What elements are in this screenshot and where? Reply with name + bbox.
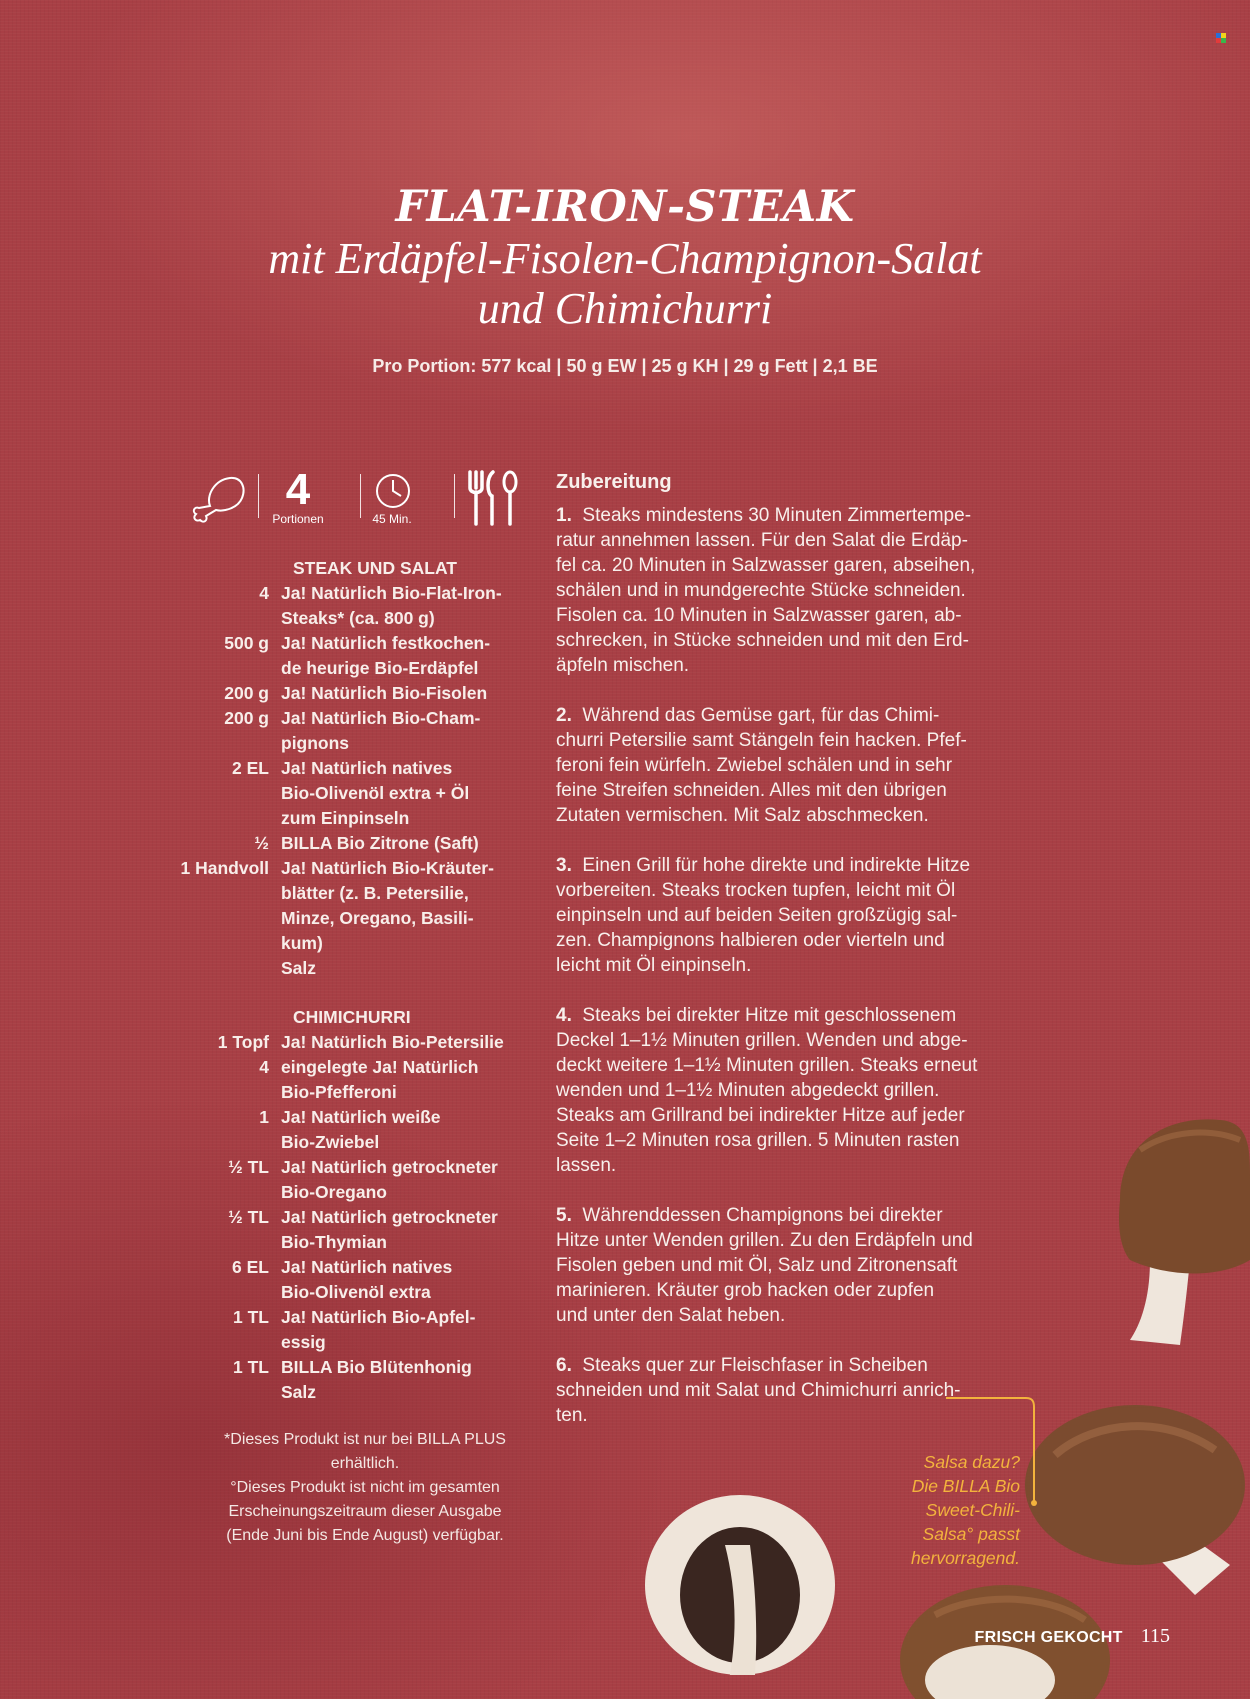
divider — [258, 474, 259, 518]
ingredient-qty: 4 — [259, 1057, 269, 1077]
cutlery-icon — [466, 470, 520, 526]
step-line: Steaks am Grillrand bei indirekter Hitze auf jeder — [556, 1105, 965, 1126]
preparation-step-4 — [556, 1003, 1036, 1178]
step-text: Während das Gemüse gart, für das Chimi- — [582, 705, 940, 726]
step-line: deckt weitere 1–1½ Minuten grillen. Steaks erneut — [556, 1055, 978, 1076]
ingredient-name — [281, 1255, 521, 1305]
footer-section-label: FRISCH GEKOCHT — [974, 1629, 1123, 1646]
tip-line: Die BILLA Bio — [911, 1476, 1020, 1496]
ingredient-row — [150, 1355, 550, 1380]
ingredient-qty: 4 — [259, 583, 269, 603]
footnote-line: Erscheinungszeitraum dieser Ausgabe — [228, 1503, 502, 1520]
ingredient-line: Ja! Natürlich getrockneter — [281, 1207, 498, 1227]
recipe-subtitle-line-2: und Chimichurri — [477, 284, 773, 333]
color-registration-mark-icon — [1216, 33, 1226, 43]
nutrition-info: Pro Portion: 577 kcal | 50 g EW | 25 g KH | 29 g Fett | 2,1 BE — [372, 356, 878, 376]
ingredient-line: essig — [281, 1332, 326, 1352]
tip-line: Salsa° passt — [922, 1524, 1020, 1544]
ingredient-row — [150, 831, 550, 856]
ingredient-row — [150, 1255, 550, 1305]
step-line — [556, 1203, 1036, 1228]
step-line: vorbereiten. Steaks trocken tupfen, leicht mit Öl — [556, 880, 956, 901]
step-line: Fisolen ca. 10 Minuten in Salzwasser garen, ab- — [556, 605, 962, 626]
ingredient-line: blätter (z. B. Petersilie, — [281, 883, 469, 903]
ingredient-name — [281, 706, 521, 756]
ingredient-qty: ½ TL — [228, 1207, 269, 1227]
footnote-line: (Ende Juni bis Ende August) verfügbar. — [226, 1527, 504, 1544]
portions-label: Portionen — [272, 512, 324, 526]
ingredient-row — [150, 1380, 550, 1405]
mushroom-image-right — [1110, 1110, 1250, 1350]
ingredient-line: zum Einpinseln — [281, 808, 410, 828]
ingredient-row — [150, 706, 550, 756]
preparation-step-1 — [556, 503, 1036, 678]
ingredient-line: BILLA Bio Zitrone (Saft) — [281, 833, 479, 853]
step-line: äpfeln mischen. — [556, 655, 690, 676]
ingredient-qty: 6 EL — [232, 1257, 269, 1277]
step-line: Fisolen geben und mit Öl, Salz und Zitronensaft — [556, 1255, 958, 1276]
ingredient-qty: ½ — [254, 833, 269, 853]
step-line: Seite 1–2 Minuten rosa grillen. 5 Minuten rasten — [556, 1130, 960, 1151]
ingredient-row — [150, 1155, 550, 1205]
ingredient-row — [150, 581, 550, 631]
ingredient-line: eingelegte Ja! Natürlich — [281, 1057, 479, 1077]
ingredient-name — [281, 856, 521, 956]
ingredient-line: Bio-Zwiebel — [281, 1132, 380, 1152]
ingredient-qty: 1 Topf — [217, 1032, 269, 1052]
ingredient-name — [281, 681, 521, 706]
mushroom-image-bottom-left — [630, 1485, 840, 1699]
step-line: marinieren. Kräuter grob hacken oder zupfen — [556, 1280, 935, 1301]
ingredient-qty — [150, 1380, 281, 1405]
ingredient-line: Ja! Natürlich weiße — [281, 1107, 441, 1127]
footnote-line: *Dieses Produkt ist nur bei BILLA PLUS — [224, 1431, 506, 1448]
page-footer — [975, 1625, 1170, 1648]
ingredient-line: Steaks* (ca. 800 g) — [281, 608, 435, 628]
ingredient-line: pignons — [281, 733, 350, 753]
step-line: lassen. — [556, 1155, 617, 1176]
ingredient-line: Bio-Thymian — [281, 1232, 387, 1252]
ingredient-name — [281, 1205, 521, 1255]
ingredient-name — [281, 756, 521, 831]
step-line — [556, 1353, 1036, 1378]
ingredient-line: Bio-Olivenöl extra + Öl — [281, 783, 470, 803]
ingredient-line: Ja! Natürlich Bio-Flat-Iron- — [281, 583, 502, 603]
ingredient-qty: 2 EL — [232, 758, 269, 778]
ingredient-line: Ja! Natürlich natives — [281, 1257, 453, 1277]
step-text: Währenddessen Champignons bei direkter — [582, 1205, 943, 1226]
step-number: 4. — [556, 1005, 572, 1026]
footnotes — [180, 1428, 550, 1548]
divider — [454, 474, 455, 518]
ingredient-line: Bio-Oregano — [281, 1182, 387, 1202]
ingredient-name — [281, 1055, 521, 1105]
ingredient-name — [281, 1355, 521, 1380]
ingredient-line: Minze, Oregano, Basili- — [281, 908, 474, 928]
ingredient-row — [150, 631, 550, 681]
preparation-step-3 — [556, 853, 1036, 978]
ingredient-qty: 1 Handvoll — [180, 858, 269, 878]
ingredient-name — [281, 1305, 521, 1355]
step-line — [556, 703, 1036, 728]
preparation-section — [556, 470, 1036, 1428]
divider — [360, 474, 361, 518]
recipe-title: FLAT-IRON-STEAK — [395, 182, 855, 232]
recipe-info-row — [188, 465, 528, 530]
preparation-step-2 — [556, 703, 1036, 828]
ingredient-line: Ja! Natürlich Bio-Petersilie — [281, 1032, 504, 1052]
ingredient-name — [281, 956, 521, 981]
step-number: 1. — [556, 505, 572, 526]
ingredient-line: de heurige Bio-Erdäpfel — [281, 658, 479, 678]
ingredients-section-steak — [150, 581, 550, 981]
ingredient-line: Ja! Natürlich getrockneter — [281, 1157, 498, 1177]
step-line: ten. — [556, 1405, 588, 1426]
step-number: 5. — [556, 1205, 572, 1226]
ingredients-section-title: CHIMICHURRI — [293, 1007, 411, 1027]
ingredient-name — [281, 1155, 521, 1205]
ingredients-section-title: STEAK UND SALAT — [293, 558, 457, 578]
tip-line: Salsa dazu? — [923, 1452, 1020, 1472]
ingredient-row — [150, 1055, 550, 1105]
tip-line: Sweet-Chili- — [925, 1500, 1020, 1520]
clock-icon — [374, 472, 412, 510]
step-line: leicht mit Öl einpinseln. — [556, 955, 752, 976]
ingredient-name — [281, 831, 521, 856]
page-number: 115 — [1140, 1625, 1170, 1647]
step-line: Zutaten vermischen. Mit Salz abschmecken. — [556, 805, 929, 826]
step-line — [556, 853, 1036, 878]
ingredient-name — [281, 1105, 521, 1155]
ingredient-name — [281, 581, 521, 631]
ingredient-line: Ja! Natürlich Bio-Apfel- — [281, 1307, 476, 1327]
footnote-line: °Dieses Produkt ist nicht im gesamten — [230, 1479, 500, 1496]
ingredients-section-chimichurri — [150, 1030, 550, 1405]
step-line: wenden und 1–1½ Minuten abgedeckt grillen. — [556, 1080, 940, 1101]
ingredient-line: kum) — [281, 933, 323, 953]
step-line — [556, 1003, 1036, 1028]
ingredient-row — [150, 756, 550, 831]
step-number: 3. — [556, 855, 572, 876]
ingredient-row — [150, 1030, 550, 1055]
tip-line: hervorragend. — [911, 1548, 1020, 1568]
ingredient-name — [281, 1030, 521, 1055]
ingredient-qty — [150, 956, 281, 981]
step-number: 6. — [556, 1355, 572, 1376]
ingredient-line: Ja! Natürlich Bio-Fisolen — [281, 683, 488, 703]
step-line: schrecken, in Stücke schneiden und mit den Erd- — [556, 630, 969, 651]
ingredient-qty: 200 g — [224, 708, 269, 728]
ingredient-line: Ja! Natürlich festkochen- — [281, 633, 491, 653]
step-line: Deckel 1–1½ Minuten grillen. Wenden und abge- — [556, 1030, 968, 1051]
ingredients-list — [150, 556, 550, 1405]
ingredient-name — [281, 631, 521, 681]
step-line: schälen und in mundgerechte Stücke schneiden. — [556, 580, 966, 601]
tip-box — [880, 1450, 1020, 1570]
ingredient-line: Ja! Natürlich Bio-Cham- — [281, 708, 481, 728]
ingredient-qty: ½ TL — [228, 1157, 269, 1177]
ingredient-line: Bio-Pfefferoni — [281, 1082, 397, 1102]
step-line: feine Streifen schneiden. Alles mit den übrigen — [556, 780, 947, 801]
ingredient-name — [281, 1380, 521, 1405]
ingredient-row — [150, 1305, 550, 1355]
recipe-title-block — [0, 180, 1250, 334]
step-line: churri Petersilie samt Stängeln fein hacken. Pfef- — [556, 730, 967, 751]
ingredient-row — [150, 956, 550, 981]
step-line: ratur annehmen lassen. Für den Salat die Erdäp- — [556, 530, 968, 551]
ingredient-qty: 1 TL — [233, 1307, 269, 1327]
ingredient-qty: 1 TL — [233, 1357, 269, 1377]
ingredient-line: Ja! Natürlich Bio-Kräuter- — [281, 858, 494, 878]
step-line: Hitze unter Wenden grillen. Zu den Erdäpfeln und — [556, 1230, 973, 1251]
ingredient-line: Salz — [281, 1382, 317, 1402]
spacer — [150, 981, 550, 1005]
ingredient-row — [150, 681, 550, 706]
step-text: Einen Grill für hohe direkte und indirekte Hitze — [582, 855, 971, 876]
ingredient-line: Salz — [281, 958, 317, 978]
step-text: Steaks quer zur Fleischfaser in Scheiben — [582, 1355, 928, 1376]
preparation-title: Zubereitung — [556, 471, 672, 493]
preparation-step-5 — [556, 1203, 1036, 1328]
step-line: zen. Champignons halbieren oder vierteln und — [556, 930, 945, 951]
step-line: fel ca. 20 Minuten in Salzwasser garen, abseihen, — [556, 555, 976, 576]
step-line: einpinseln und auf beiden Seiten großzügig sal- — [556, 905, 958, 926]
recipe-subtitle-line-1: mit Erdäpfel-Fisolen-Champignon-Salat — [268, 234, 982, 283]
chicken-leg-icon — [188, 472, 248, 524]
ingredient-qty: 200 g — [224, 683, 269, 703]
step-line: feroni fein würfeln. Zwiebel schälen und in sehr — [556, 755, 953, 776]
footnote-line: erhältlich. — [330, 1455, 400, 1472]
ingredient-qty: 1 — [259, 1107, 269, 1127]
step-line: und unter den Salat heben. — [556, 1305, 786, 1326]
portions-number: 4 — [285, 465, 311, 514]
step-line: schneiden und mit Salat und Chimichurri anrich- — [556, 1380, 961, 1401]
step-text: Steaks mindestens 30 Minuten Zimmertempe- — [582, 505, 972, 526]
ingredient-line: Ja! Natürlich natives — [281, 758, 453, 778]
ingredient-line: Bio-Olivenöl extra — [281, 1282, 431, 1302]
time-label: 45 Min. — [372, 512, 412, 526]
step-text: Steaks bei direkter Hitze mit geschlossenem — [582, 1005, 957, 1026]
ingredient-line: BILLA Bio Blütenhonig — [281, 1357, 472, 1377]
step-line — [556, 503, 1036, 528]
step-number: 2. — [556, 705, 572, 726]
ingredient-row — [150, 1205, 550, 1255]
ingredient-row — [150, 1105, 550, 1155]
ingredient-qty: 500 g — [224, 633, 269, 653]
ingredient-row — [150, 856, 550, 956]
